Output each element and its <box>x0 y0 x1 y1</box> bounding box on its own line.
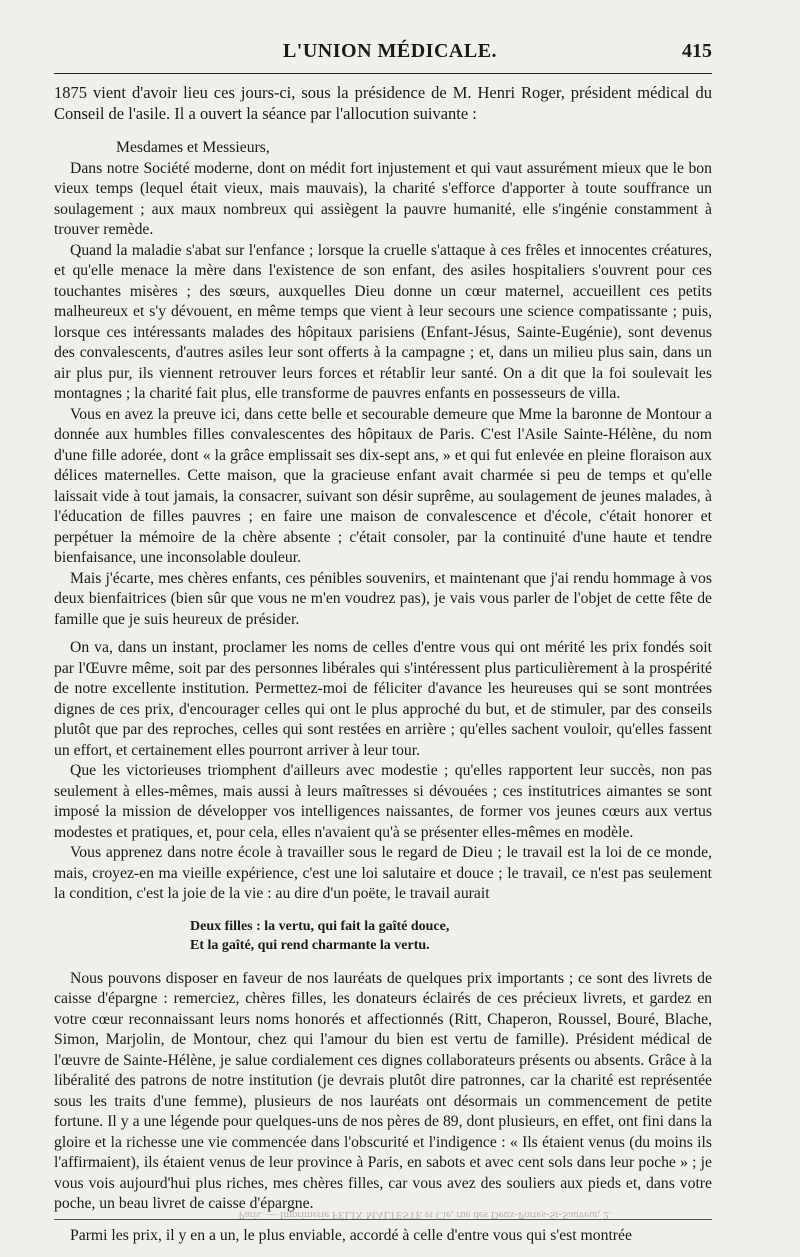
page-header <box>58 40 712 63</box>
paragraph: Quand la maladie s'abat sur l'enfance ; lorsque la cruelle s'attaque à ces frêles et innocentes créatures, et qu'elle menace la mère dans l'existence de son enfant, des asiles hospitaliers s'ouvrent pour ces touchantes misères ; des sœurs, auxquelles Dieu donne un cœur maternel, accueillent ces petits malheureux et s'y dévouent, en même temps que vient à leur secours une science compatissante ; puis, lorsque ces intéressants malades des hôpitaux parisiens (Enfant-Jésus, Sainte-Eugénie), sont devenus des convalescents, d'autres asiles leur sont offerts à la campagne ; et, dans un milieu plus sain, dans un air plus pur, ils viennent retrouver leurs forces et rétablir leur santé. On a dit que la foi soulevait les montagnes ; la charité fait plus, elle transforme de pauvres enfants en possesseurs de villa. <box>54 241 712 402</box>
paragraph: Vous en avez la preuve ici, dans cette belle et secourable demeure que Mme la baronne de Montour a donnée aux humbles filles convalescentes des hôpitaux de Paris. C'est l'Asile Sainte-Hélène, du nom d'une fille adorée, dont « la grâce emplissait ses dix-sept ans, » et qui fut enlevée en pleine floraison aux délices maternelles. Cette maison, que la gracieuse enfant avait charmée si peu de temps et qu'elle laissait vide à tout jamais, la consacrer, suivant son désir suprême, au soulagement de jeunes malades, à l'éducation de filles pauvres ; en faire une maison de convalescence et d'école, c'était honorer et perpétuer la mémoire de la chère absente ; c'était consoler, par la continuité d'une haute et tendre bienfaisance, une inconsolable douleur. <box>54 405 712 566</box>
header-rule <box>54 73 712 74</box>
article-body <box>54 82 712 1246</box>
final-line: Parmi les prix, il y en a un, le plus enviable, accordé à celle d'entre vous qui s'est montrée <box>70 1226 632 1244</box>
salutation: Mesdames et Messieurs, <box>116 139 270 156</box>
paragraph: Que les victorieuses triomphent d'ailleurs avec modestie ; qu'elles rapportent leur succès, non pas seulement à elles-mêmes, mais aussi à leurs maîtresses si dévouées ; ces institutrices aimantes se sont imposé la mission de développer vos intelligences naissantes, de former vos jeunes cœurs aux vertus modestes et pratiques, et, pour cela, elles n'avaient qu'à se présenter elles-mêmes en modèle. <box>54 762 712 841</box>
paragraph: Nous pouvons disposer en faveur de nos lauréats de quelques prix importants ; ce sont des livrets de caisse d'épargne : remerciez, chères filles, les donateurs éclairés de ces précieux livrets, et gardez en votre cœur reconnaissant leurs noms honorés et affectionnés (Ritt, Chaperon, Roussel, Bouré, Blache, Simon, Marjolin, de Montour, chez qui l'amour du bien est vertu de famille). Président médical de l'œuvre de Sainte-Hélène, je salue cordialement ces dignes collaborateurs présents ou absents. Grâce à la libéralité des patrons de notre institution (je devrais plutôt dire patronnes, car la charité est représentée sous les traits d'une femme), plusieurs de nos lauréats ont désormais un commencement de petite fortune. Il y a une légende pour quelques-uns de nos pères de 89, dont plusieurs, en effet, ont fini dans la gloire et la richesse une vie commencée dans l'obscurité et l'indigence : « Ils étaient venus (du moins ils l'affirmaient), ils étaient venus de leur province à Paris, en sabots et avec cent sols dans leur poche » ; je vous vois aujourd'hui plus riches, mes chères filles, car vous avez des souliers aux pieds et, dans votre poche, un beau livret de caisse d'épargne. <box>54 969 712 1212</box>
paragraph: Mais j'écarte, mes chères enfants, ces pénibles souvenirs, et maintenant que j'ai rendu hommage à vos deux bienfaitrices (bien sûr que vous ne m'en voudrez pas), je vais vous parler de l'objet de cette fête de famille que je suis heureux de présider. <box>54 569 712 628</box>
paragraph: On va, dans un instant, proclamer les noms de celles d'entre vous qui ont mérité les prix fondés soit par l'Œuvre même, soit par des personnes libérales qui s'intéressent plus particulièrement à la prospérité de notre excellente institution. Permettez-moi de féliciter d'avance les heureuses qui se sont montrées dignes de ces prix, d'encourager celles qui ont le plus approché du but, et de stimuler, par des conseils plutôt que par des reproches, celles qui sont restées en arrière ; qu'elles sachent vouloir, qu'elles fassent un effort, et certainement elles pourront arriver à leur tour. <box>54 639 712 759</box>
intro-paragraph: 1875 vient d'avoir lieu ces jours-ci, sous la présidence de M. Henri Roger, président médical du Conseil de l'asile. Il a ouvert la séance par l'allocution suivante : <box>54 83 712 123</box>
footer-bleed-through: Paris. — Imprimerie FÉLIX MALTESTE et Cie, rue des Deux-Portes-St-Sauveur, 2. <box>238 1209 612 1221</box>
poem-line: Et la gaîté, qui rend charmante la vertu. <box>190 937 430 953</box>
poem-quote <box>190 917 712 955</box>
page-number: 415 <box>682 40 712 62</box>
running-title: L'UNION MÉDICALE. <box>282 40 498 62</box>
paragraph: Dans notre Société moderne, dont on médit fort injustement et qui vaut assurément mieux que le bon vieux temps (lequel était vieux, mais mauvais), la charité s'efforce d'apporter à toute souffrance un soulagement ; aux maux nombreux qui assiègent la pauvre humanité, elle s'ingénie constamment à trouver remède. <box>54 159 712 238</box>
poem-line: Deux filles : la vertu, qui fait la gaîté douce, <box>190 918 450 934</box>
paragraph: Vous apprenez dans notre école à travailler sous le regard de Dieu ; le travail est la loi de ce monde, mais, croyez-en ma vieille expérience, c'est une loi salutaire et douce ; le travail, ce n'est pas seulement la condition, c'est la joie de la vie : au dire d'un poëte, le travail aurait <box>54 844 712 902</box>
